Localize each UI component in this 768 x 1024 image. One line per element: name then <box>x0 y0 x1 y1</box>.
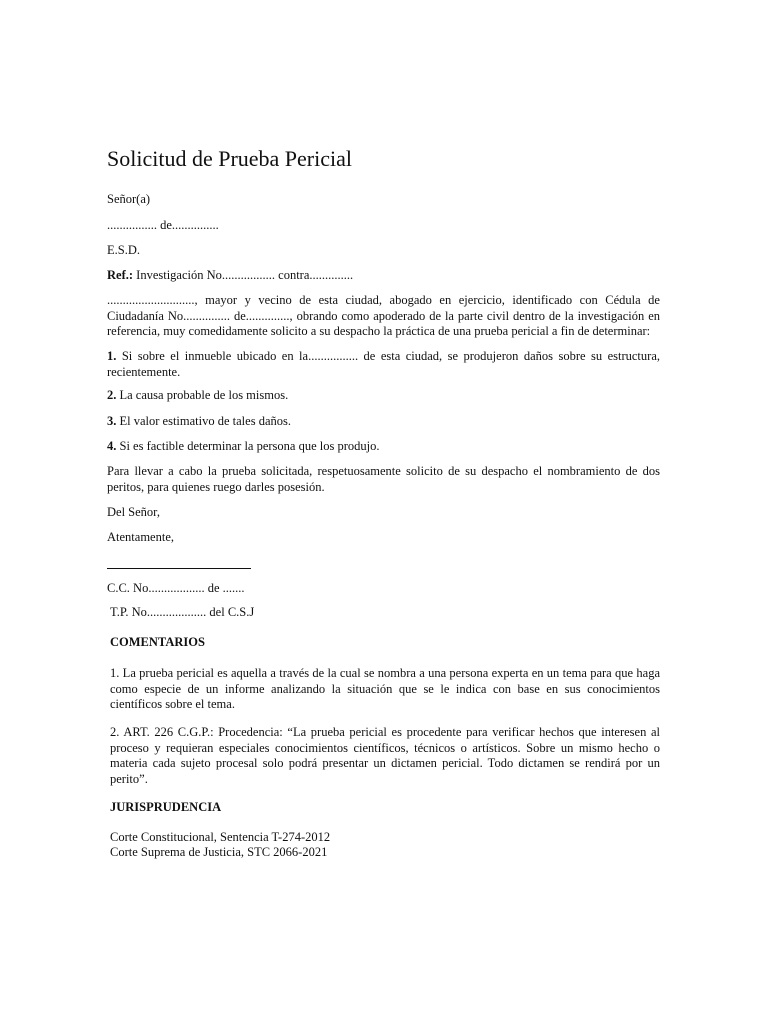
request-item-4 <box>107 439 380 454</box>
closing-regards: Atentamente, <box>107 530 174 544</box>
request-item-3 <box>107 414 291 429</box>
cc-line: C.C. No.................. de ....... <box>107 581 245 595</box>
request-paragraph: Para llevar a cabo la prueba solicitada, respetuosamente solicito de su despacho el nombramiento de dos peritos, para quienes ruego darles posesión. <box>107 464 660 494</box>
intro-paragraph: ............................, mayor y vecino de esta ciudad, abogado en ejercicio, identificado con Cédula de Ciudadanía No............... de.............., obrando como apoderado de la parte civil dentro de la investigación en referencia, muy comedidamente solicito a su despacho la práctica de una prueba pericial a fin de determinar: <box>107 293 660 338</box>
item-text: La causa probable de los mismos. <box>116 388 289 402</box>
jurisprudence-item-2: Corte Suprema de Justicia, STC 2066-2021 <box>110 845 328 859</box>
tp-line: T.P. No................... del C.S.J <box>110 605 255 619</box>
reference-line <box>107 268 353 283</box>
salutation: Señor(a) <box>107 192 151 206</box>
item-number: 3. <box>107 414 117 428</box>
request-item-2 <box>107 388 288 403</box>
item-number: 4. <box>107 439 117 453</box>
signature-line <box>107 568 251 569</box>
comments-heading: COMENTARIOS <box>110 635 205 649</box>
closing-salutation: Del Señor, <box>107 505 160 519</box>
jurisprudence-heading: JURISPRUDENCIA <box>110 800 222 814</box>
recipient-line: ................ de............... <box>107 218 219 232</box>
reference-label: Ref.: <box>107 268 134 282</box>
comment-1: 1. La prueba pericial es aquella a través de la cual se nombra a una persona experta en un tema para que haga como especie de un informe analizando la situación que se le indica con base en sus conocimientos científicos sobre el tema. <box>110 666 660 711</box>
item-text: Si es factible determinar la persona que los produjo. <box>116 439 380 453</box>
comment-2: 2. ART. 226 C.G.P.: Procedencia: “La prueba pericial es procedente para verificar hechos que interesen al proceso y requieran especiales conocimientos científicos, técnicos o artísticos. Sobre un mismo hecho o materia cada sujeto procesal solo podrá presentar un dictamen pericial. Todo dictamen se rendirá por un perito”. <box>110 725 660 786</box>
item-text: El valor estimativo de tales daños. <box>116 414 291 428</box>
esd-line: E.S.D. <box>107 243 140 257</box>
item-number: 2. <box>107 388 117 402</box>
jurisprudence-item-1: Corte Constitucional, Sentencia T-274-2012 <box>110 830 331 844</box>
item-number: 1. <box>107 349 117 363</box>
document-title: Solicitud de Prueba Pericial <box>107 146 352 171</box>
reference-text: Investigación No................. contra.............. <box>133 268 354 282</box>
request-item-1 <box>107 349 660 380</box>
item-text: Si sobre el inmueble ubicado en la................ de esta ciudad, se produjeron daños sobre su estructura, recientemente. <box>107 349 660 379</box>
